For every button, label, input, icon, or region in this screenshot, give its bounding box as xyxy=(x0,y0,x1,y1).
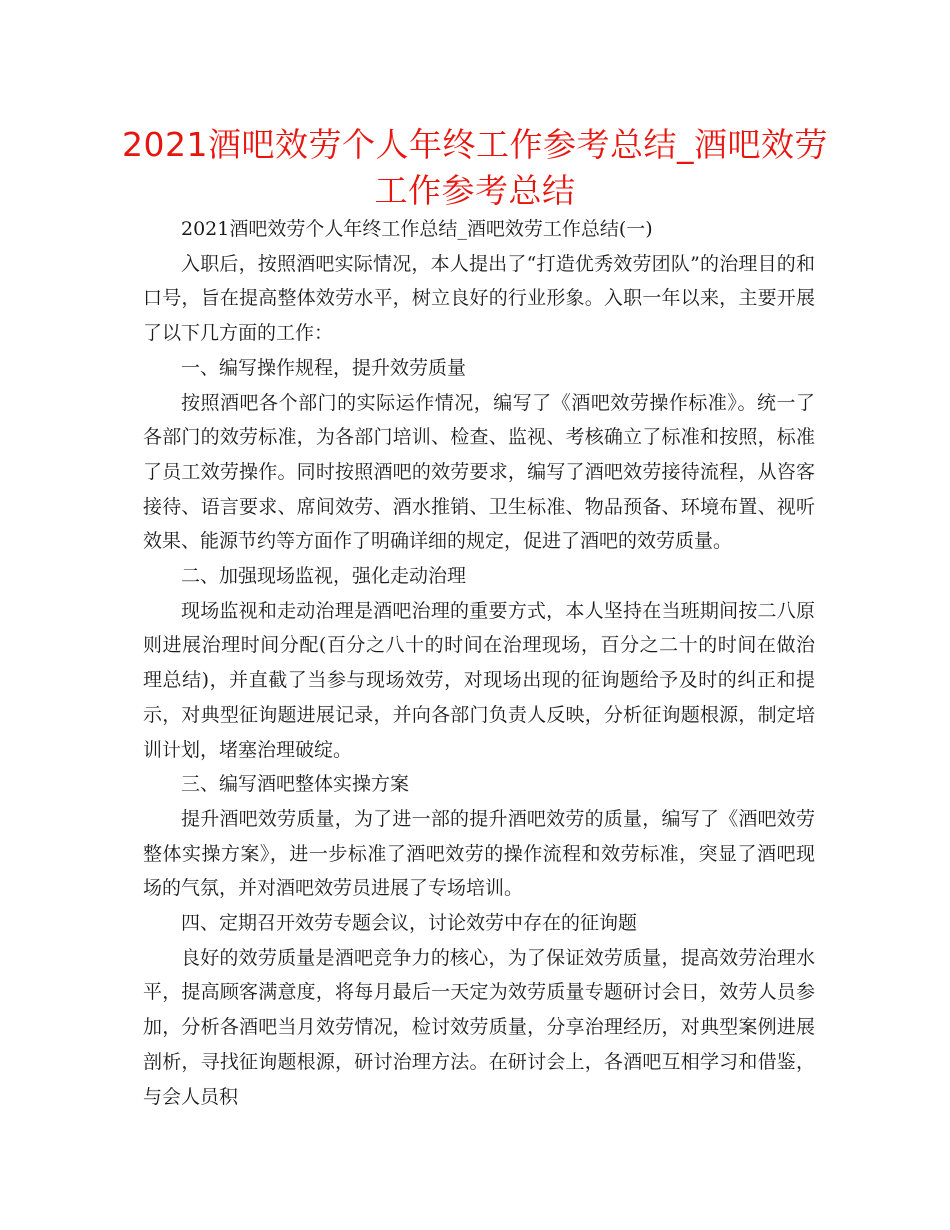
section-heading-2: 二、加强现场监视，强化走动治理 xyxy=(181,565,467,588)
paragraph-section-4: 良好的效劳质量是酒吧竞争力的核心，为了保证效劳质量，提高效劳治理水平，提高顾客满意度，将每月最后一天定为效劳质量专题研讨会日，效劳人员参加，分析各酒吧当月效劳情况，检讨效劳质量，分享治理经历，对典型案例进展剖析，寻找征询题根源，研讨治理方法。在研讨会上，各酒吧互相学习和借鉴，与会人员积 xyxy=(143,946,815,1108)
section-heading-3: 三、编写酒吧整体实操方案 xyxy=(181,773,410,796)
paragraph-subtitle: 2021酒吧效劳个人年终工作总结_酒吧效劳工作总结(一) xyxy=(181,218,653,240)
document-body xyxy=(143,212,815,1114)
paragraph-section-2: 现场监视和走动治理是酒吧治理的重要方式，本人坚持在当班期间按二八原则进展治理时间分配(百分之八十的时间在治理现场，百分之二十的时间在做治理总结)，并直截了当参与现场效劳，对现场出现的征询题给予及时的纠正和提示，对典型征询题进展记录，并向各部门负责人反映，分析征询题根源，制定培训计划，堵塞治理破绽。 xyxy=(143,599,815,761)
section-heading-4: 四、定期召开效劳专题会议，讨论效劳中存在的征询题 xyxy=(181,912,638,935)
section-heading-1: 一、编写操作规程，提升效劳质量 xyxy=(181,356,467,379)
document-title: 2021酒吧效劳个人年终工作参考总结_酒吧效劳工作参考总结 xyxy=(122,125,828,210)
paragraph-section-3: 提升酒吧效劳质量，为了进一部的提升酒吧效劳的质量，编写了《酒吧效劳整体实操方案》，进一步标准了酒吧效劳的操作流程和效劳标准，突显了酒吧现场的气氛，并对酒吧效劳员进展了专场培训。 xyxy=(143,807,815,900)
paragraph-section-1: 按照酒吧各个部门的实际运作情况，编写了《酒吧效劳操作标准》。统一了各部门的效劳标准，为各部门培训、检查、监视、考核确立了标准和按照，标准了员工效劳操作。同时按照酒吧的效劳要求，编写了酒吧效劳接待流程，从咨客接待、语言要求、席间效劳、酒水推销、卫生标准、物品预备、环境布置、视听效果、能源节约等方面作了明确详细的规定，促进了酒吧的效劳质量。 xyxy=(143,391,815,553)
paragraph-intro: 入职后，按照酒吧实际情况，本人提出了“打造优秀效劳团队”的治理目的和口号，旨在提高整体效劳水平，树立良好的行业形象。入职一年以来，主要开展了以下几方面的工作： xyxy=(143,252,815,345)
